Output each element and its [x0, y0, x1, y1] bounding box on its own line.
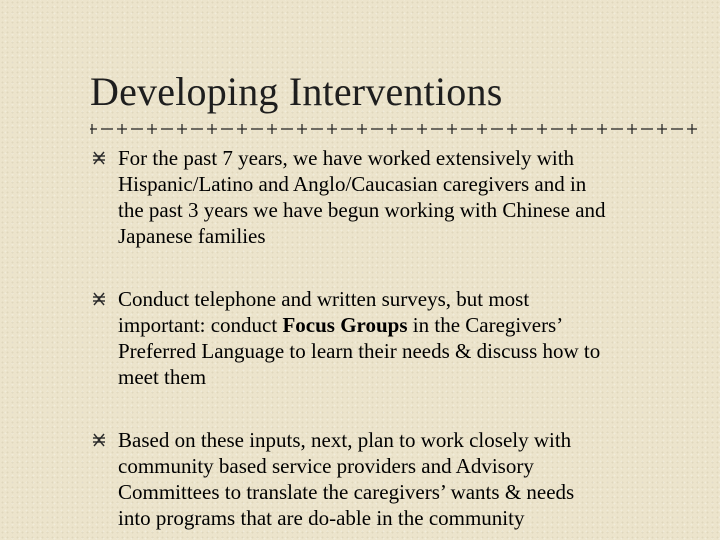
bullet-line-part: in the Caregivers’ [407, 313, 564, 337]
title-divider [90, 121, 705, 137]
bullet-line: community based service providers and Advisory [118, 454, 534, 478]
bullet-text [118, 145, 688, 249]
bullet-line: the past 3 years we have begun working with Chinese and [118, 198, 606, 222]
crossed-sticks-bullet-icon [92, 292, 106, 306]
bullet-line-part: important: conduct [118, 313, 283, 337]
bullet-line: Preferred Language to learn their needs & discuss how to [118, 339, 601, 363]
bullet-line: meet them [118, 365, 207, 389]
bullet-text [118, 427, 688, 531]
emphasis-focus-groups: Focus Groups [282, 313, 408, 337]
crossed-sticks-bullet-icon [92, 433, 106, 447]
bullet-line: For the past 7 years, we have worked extensively with [118, 146, 575, 170]
crossed-sticks-bullet-icon [92, 151, 106, 165]
slide-title: Developing Interventions [90, 69, 503, 114]
bullet-text [118, 286, 688, 390]
bullet-line: Committees to translate the caregivers’ wants & needs [118, 480, 575, 504]
bullet-line: Hispanic/Latino and Anglo/Caucasian caregivers and in [118, 172, 587, 196]
bullet-line: Conduct telephone and written surveys, but most [118, 287, 530, 311]
bullet-line: Based on these inputs, next, plan to work closely with [118, 428, 572, 452]
bullet-line [118, 312, 688, 338]
bullet-line: Japanese families [118, 224, 266, 248]
bullet-line: into programs that are do-able in the community [118, 506, 525, 530]
